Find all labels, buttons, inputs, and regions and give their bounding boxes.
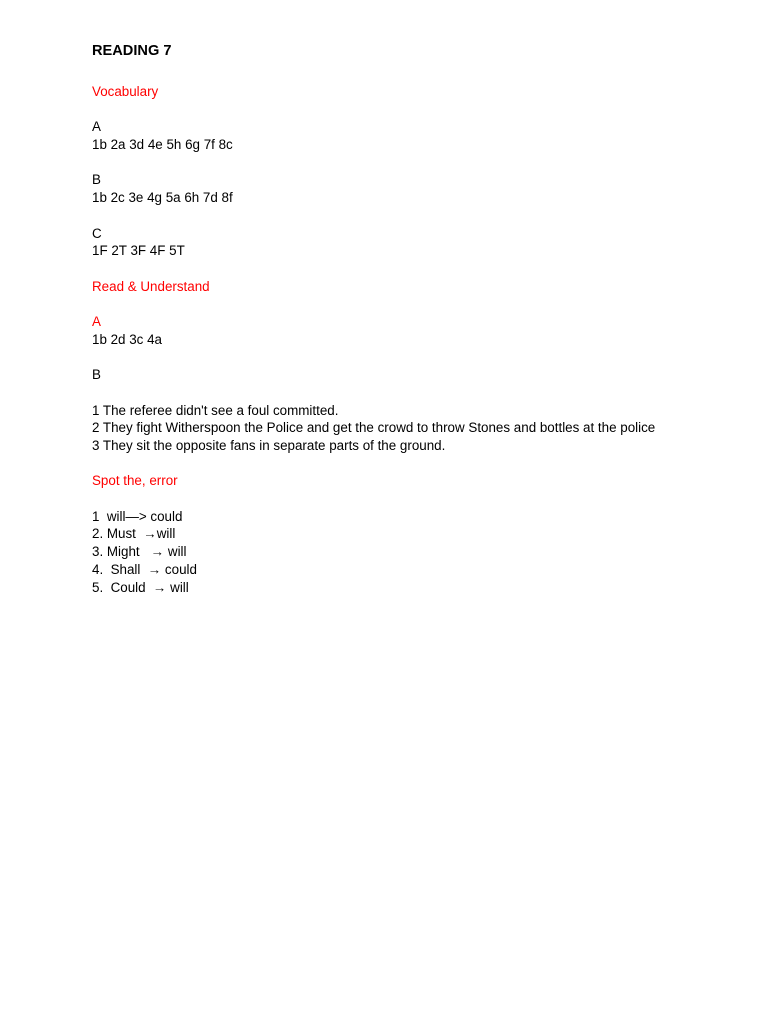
read-understand-b-item: 1 The referee didn't see a foul committed. (92, 402, 339, 418)
spot-error-heading: Spot the, error (92, 473, 178, 489)
spot-error-item: 5. Could → will (92, 579, 189, 595)
spot-error-item: 2. Must →will (92, 526, 176, 542)
vocabulary-a-answers: 1b 2a 3d 4e 5h 6g 7f 8c (92, 137, 233, 153)
spacer (92, 61, 672, 83)
read-understand-b-item: 2 They fight Witherspoon the Police and get the crowd to throw Stones and bottles at the police (92, 420, 656, 436)
spot-error-item: 3. Might → will (92, 544, 187, 560)
spot-error-item: 1 will—> could (92, 508, 183, 524)
spacer (92, 348, 672, 366)
read-understand-a-answers: 1b 2d 3c 4a (92, 331, 162, 347)
spacer (92, 384, 672, 402)
spacer (92, 490, 672, 508)
vocabulary-c-label: C (92, 225, 102, 241)
spacer (92, 295, 672, 313)
vocabulary-c-answers: 1F 2T 3F 4F 5T (92, 243, 185, 259)
spot-error-item: 4. Shall → could (92, 561, 197, 577)
spacer (92, 260, 672, 278)
document-page (92, 41, 672, 596)
read-understand-a-label: A (92, 314, 101, 330)
read-understand-b-item: 3 They sit the opposite fans in separate parts of the ground. (92, 437, 446, 453)
read-understand-heading: Read & Understand (92, 278, 210, 294)
page-title: READING 7 (92, 43, 172, 59)
spacer (92, 207, 672, 225)
spacer (92, 154, 672, 172)
vocabulary-b-label: B (92, 172, 101, 188)
read-understand-b-label: B (92, 367, 101, 383)
vocabulary-b-answers: 1b 2c 3e 4g 5a 6h 7d 8f (92, 190, 233, 206)
vocabulary-a-label: A (92, 119, 101, 135)
vocabulary-heading: Vocabulary (92, 84, 159, 99)
spacer (92, 455, 672, 473)
spacer (92, 101, 672, 119)
